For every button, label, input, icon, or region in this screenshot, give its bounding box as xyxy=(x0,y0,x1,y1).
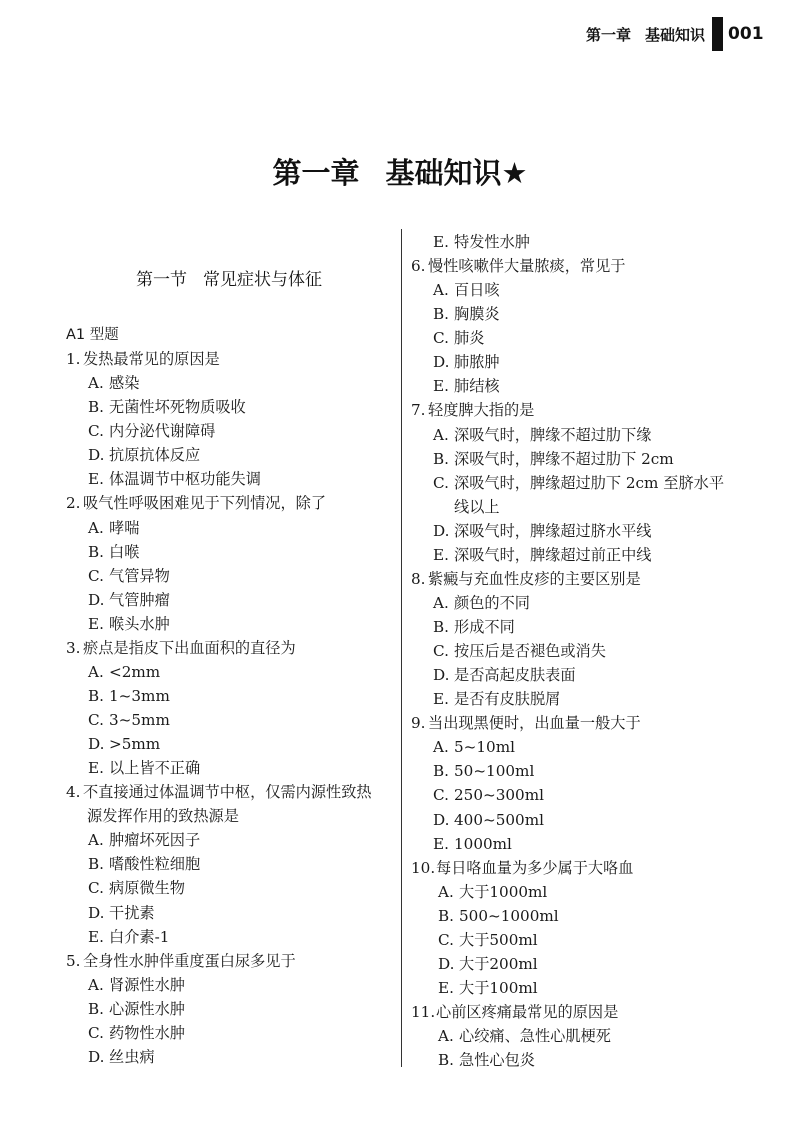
question-text: 每日咯血量为多少属于大咯血 xyxy=(436,858,634,877)
option-letter: B. xyxy=(88,686,104,705)
option-letter: B. xyxy=(438,1051,454,1070)
question-stem xyxy=(66,780,396,804)
option-letter: A. xyxy=(438,882,454,901)
option-letter: B. xyxy=(433,618,449,636)
option-text: 按压后是否褪色或消失 xyxy=(454,642,606,661)
option-text: 肺结核 xyxy=(454,377,500,396)
option-text: 深吸气时，脾缘超过肋下 2cm 至脐水平 xyxy=(454,473,725,492)
answer-option xyxy=(411,326,791,350)
option-text: 肺炎 xyxy=(454,329,485,348)
question-stem xyxy=(411,398,791,422)
option-letter: D. xyxy=(433,521,450,540)
column-divider xyxy=(401,229,402,1067)
option-letter: A. xyxy=(88,518,104,537)
question-stem xyxy=(66,347,396,371)
left-column xyxy=(66,323,396,1069)
option-text: 体温调节中枢功能失调 xyxy=(109,470,261,489)
option-text: 肺脓肿 xyxy=(454,353,500,372)
answer-option xyxy=(411,663,791,687)
option-text: 500~1000ml xyxy=(459,906,559,925)
option-letter: B. xyxy=(88,398,104,417)
option-letter: D. xyxy=(88,1047,105,1066)
option-text: 抗原抗体反应 xyxy=(109,446,201,465)
option-letter: C. xyxy=(438,930,454,949)
option-text: 400~500ml xyxy=(454,810,544,829)
answer-option xyxy=(66,997,396,1021)
option-text: 大于200ml xyxy=(459,954,538,973)
option-letter: C. xyxy=(433,473,449,492)
answer-option xyxy=(66,973,396,997)
option-letter: E. xyxy=(438,978,454,997)
option-text: 药物性水肿 xyxy=(109,1023,185,1042)
option-letter: A. xyxy=(88,831,104,850)
answer-option xyxy=(66,925,396,949)
answer-option xyxy=(66,660,396,684)
answer-option xyxy=(66,371,396,395)
option-text: 心绞痛、急性心肌梗死 xyxy=(459,1027,611,1046)
answer-option xyxy=(66,612,396,636)
question-stem xyxy=(66,636,396,660)
option-letter: B. xyxy=(433,762,449,781)
answer-option xyxy=(411,928,791,952)
answer-option xyxy=(411,447,791,471)
question-stem xyxy=(411,711,791,735)
question-number: 5. xyxy=(66,951,81,970)
answer-option xyxy=(411,302,791,326)
answer-option xyxy=(411,519,791,543)
option-text: 深吸气时，脾缘超过脐水平线 xyxy=(454,521,652,540)
answer-option xyxy=(411,687,791,711)
question-text: 全身性水肿伴重度蛋白尿多见于 xyxy=(83,951,296,970)
answer-option xyxy=(411,615,791,639)
option-letter: B. xyxy=(88,999,104,1018)
option-letter: E. xyxy=(88,927,104,946)
answer-option xyxy=(411,880,791,904)
option-letter: D. xyxy=(433,666,450,685)
option-letter: B. xyxy=(88,542,104,561)
option-letter: D. xyxy=(88,903,105,922)
option-text: 感染 xyxy=(109,374,140,393)
answer-option xyxy=(411,423,791,447)
answer-option xyxy=(411,1048,791,1072)
option-letter: B. xyxy=(438,906,454,925)
option-text: 1~3mm xyxy=(109,686,170,705)
answer-option xyxy=(411,543,791,567)
question-number: 6. xyxy=(411,257,426,276)
option-text: 形成不同 xyxy=(454,618,515,636)
question-text: 发热最常见的原因是 xyxy=(83,350,220,369)
option-letter: A. xyxy=(433,738,449,757)
answer-option xyxy=(411,1024,791,1048)
answer-option xyxy=(66,564,396,588)
option-text: 大于1000ml xyxy=(459,882,548,901)
option-letter: C. xyxy=(88,422,104,441)
running-header-chapter: 第一章 xyxy=(586,25,632,44)
question-text: 紫癜与充血性皮疹的主要区别是 xyxy=(428,569,641,588)
option-letter: C. xyxy=(433,786,449,805)
answer-option xyxy=(66,395,396,419)
chapter-title-name: 基础知识★ xyxy=(385,156,528,190)
option-text: 特发性水肿 xyxy=(454,233,530,251)
option-text: 急性心包炎 xyxy=(459,1051,535,1070)
option-letter: C. xyxy=(88,566,104,585)
answer-option xyxy=(66,852,396,876)
option-letter: D. xyxy=(433,810,450,829)
answer-option xyxy=(66,588,396,612)
option-letter: D. xyxy=(88,590,105,609)
question-stem-continuation xyxy=(66,804,396,828)
question-text: 瘀点是指皮下出血面积的直径为 xyxy=(83,638,296,657)
answer-option xyxy=(66,516,396,540)
answer-option xyxy=(66,901,396,925)
option-text: 以上皆不正确 xyxy=(109,759,201,778)
option-text: 肾源性水肿 xyxy=(109,975,185,994)
option-text: 是否有皮肤脱屑 xyxy=(454,690,561,709)
option-letter: D. xyxy=(88,446,105,465)
option-text: 3~5mm xyxy=(109,711,170,729)
option-text: 百日咳 xyxy=(454,281,500,300)
question-text: 源发挥作用的致热源是 xyxy=(87,807,239,826)
option-letter: E. xyxy=(433,377,449,396)
question-text: 慢性咳嗽伴大量脓痰，常见于 xyxy=(428,257,626,276)
option-letter: C. xyxy=(88,1023,104,1042)
answer-option xyxy=(411,808,791,832)
option-text: 是否高起皮肤表面 xyxy=(454,666,576,685)
option-text: 气管肿瘤 xyxy=(109,590,170,609)
option-text: 1000ml xyxy=(454,834,512,853)
answer-option xyxy=(411,759,791,783)
answer-option xyxy=(66,828,396,852)
question-number: 4. xyxy=(66,783,81,802)
option-letter: A. xyxy=(433,281,449,300)
option-text: 肿瘤坏死因子 xyxy=(109,831,201,850)
option-letter: E. xyxy=(88,759,104,778)
answer-option xyxy=(66,419,396,443)
answer-option xyxy=(66,467,396,491)
option-letter: B. xyxy=(433,449,449,468)
answer-option xyxy=(66,756,396,780)
section-title-number: 第一节 xyxy=(136,270,187,290)
answer-option xyxy=(66,1045,396,1069)
answer-option-continuation xyxy=(411,495,791,519)
option-letter: B. xyxy=(433,305,449,324)
answer-option xyxy=(411,350,791,374)
question-number: 2. xyxy=(66,494,81,513)
answer-option xyxy=(66,708,396,732)
answer-option xyxy=(411,230,791,254)
option-text: 深吸气时，脾缘超过前正中线 xyxy=(454,545,652,564)
option-text: 心源性水肿 xyxy=(109,999,185,1018)
question-number: 11. xyxy=(411,1003,436,1021)
question-number: 10. xyxy=(411,858,436,877)
option-letter: D. xyxy=(433,353,450,372)
question-number: 7. xyxy=(411,401,426,420)
running-header-title: 基础知识 xyxy=(645,25,706,44)
option-letter: A. xyxy=(433,425,449,444)
option-letter: A. xyxy=(433,593,449,612)
option-text: 白喉 xyxy=(109,542,140,561)
answer-option xyxy=(66,1021,396,1045)
question-text: 不直接通过体温调节中枢，仅需内源性致热 xyxy=(83,783,372,802)
option-text: 胸膜炎 xyxy=(454,305,500,324)
question-text: 心前区疼痛最常见的原因是 xyxy=(436,1003,619,1021)
option-letter: A. xyxy=(438,1027,454,1046)
section-title-name: 常见症状与体征 xyxy=(203,270,322,290)
question-text: 吸气性呼吸困难见于下列情况，除了 xyxy=(83,494,326,513)
option-text: 内分泌代谢障碍 xyxy=(109,422,216,441)
running-header xyxy=(586,20,764,48)
answer-option xyxy=(66,540,396,564)
question-number: 8. xyxy=(411,569,426,588)
option-letter: C. xyxy=(88,879,104,898)
option-letter: E. xyxy=(433,690,449,709)
option-letter: C. xyxy=(433,642,449,661)
answer-option xyxy=(66,876,396,900)
question-number: 9. xyxy=(411,714,426,733)
question-text: 轻度脾大指的是 xyxy=(428,401,535,420)
option-text: 嗜酸性粒细胞 xyxy=(109,855,201,874)
answer-option xyxy=(411,976,791,1000)
answer-option xyxy=(411,952,791,976)
answer-option xyxy=(66,732,396,756)
page-number: 001 xyxy=(728,24,764,44)
question-stem xyxy=(411,856,791,880)
option-letter: B. xyxy=(88,855,104,874)
option-text: 丝虫病 xyxy=(109,1047,155,1066)
question-stem xyxy=(66,491,396,515)
option-text: 大于500ml xyxy=(459,930,538,949)
heading-text: A1 型题 xyxy=(66,327,119,343)
option-letter: C. xyxy=(433,329,449,348)
answer-option xyxy=(411,904,791,928)
option-letter: A. xyxy=(88,374,104,393)
option-letter: A. xyxy=(88,662,104,681)
section-title xyxy=(136,265,336,290)
option-text: 深吸气时，脾缘不超过肋下 2cm xyxy=(454,449,674,468)
answer-option xyxy=(411,278,791,302)
chapter-title xyxy=(0,151,800,192)
answer-option xyxy=(411,639,791,663)
answer-option xyxy=(411,591,791,615)
option-letter: C. xyxy=(88,711,104,729)
answer-option xyxy=(411,783,791,807)
option-text: 病原微生物 xyxy=(109,879,185,898)
answer-option xyxy=(411,832,791,856)
answer-option xyxy=(66,443,396,467)
answer-option xyxy=(411,374,791,398)
option-letter: D. xyxy=(88,735,105,754)
answer-option xyxy=(411,735,791,759)
option-letter: D. xyxy=(438,954,455,973)
option-text: 颜色的不同 xyxy=(454,593,530,612)
question-text: 当出现黑便时，出血量一般大于 xyxy=(428,714,641,733)
chapter-title-number: 第一章 xyxy=(272,156,360,190)
option-text: <2mm xyxy=(109,662,161,681)
option-letter: A. xyxy=(88,975,104,994)
option-text: 线以上 xyxy=(454,497,500,516)
chapter-tab-marker xyxy=(712,17,723,51)
option-text: 哮喘 xyxy=(109,518,140,537)
option-letter: E. xyxy=(88,614,104,633)
option-text: 250~300ml xyxy=(454,786,544,805)
option-text: 5~10ml xyxy=(454,738,515,757)
option-letter: E. xyxy=(433,233,449,251)
question-stem xyxy=(66,949,396,973)
answer-option xyxy=(66,684,396,708)
option-text: 干扰素 xyxy=(109,903,155,922)
option-text: 喉头水肿 xyxy=(109,614,170,633)
option-text: 深吸气时，脾缘不超过肋下缘 xyxy=(454,425,652,444)
option-text: >5mm xyxy=(109,735,161,754)
option-text: 气管异物 xyxy=(109,566,170,585)
answer-option xyxy=(411,471,791,495)
option-text: 白介素-1 xyxy=(109,927,170,946)
right-column xyxy=(411,230,791,1072)
option-letter: E. xyxy=(88,470,104,489)
option-letter: E. xyxy=(433,834,449,853)
question-stem xyxy=(411,254,791,278)
option-text: 50~100ml xyxy=(454,762,535,781)
question-number: 1. xyxy=(66,350,81,369)
question-type-heading xyxy=(66,323,396,347)
option-text: 大于100ml xyxy=(459,978,538,997)
question-stem xyxy=(411,1000,791,1024)
question-number: 3. xyxy=(66,638,81,657)
question-stem xyxy=(411,567,791,591)
option-letter: E. xyxy=(433,545,449,564)
option-text: 无菌性坏死物质吸收 xyxy=(109,398,246,417)
